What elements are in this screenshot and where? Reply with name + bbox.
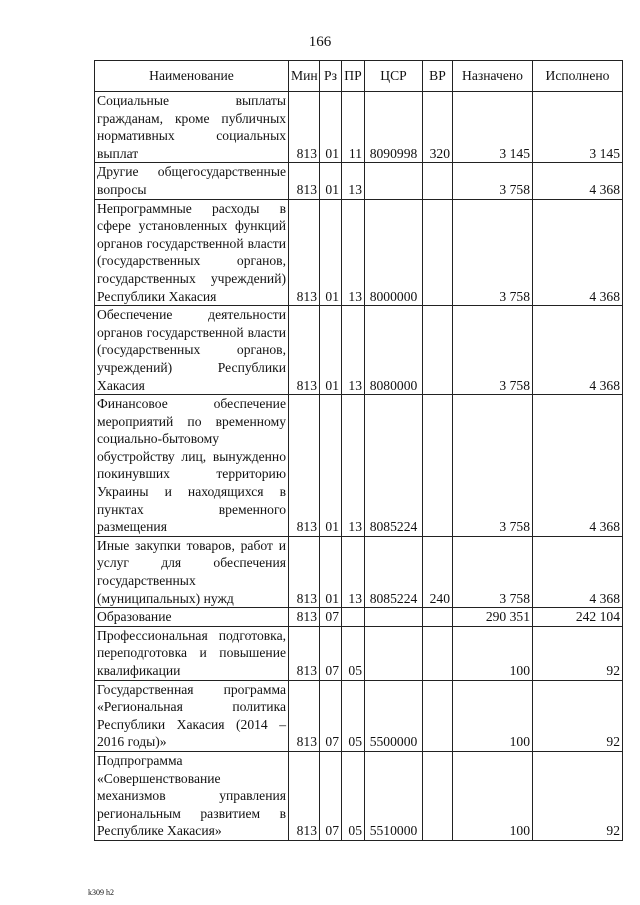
row-csr: 5500000 xyxy=(365,680,423,751)
header-rz: Рз xyxy=(320,61,342,92)
row-csr xyxy=(365,626,423,680)
header-csr: ЦСР xyxy=(365,61,423,92)
row-executed: 4 368 xyxy=(533,306,623,395)
row-min: 813 xyxy=(289,626,320,680)
row-vr xyxy=(423,751,453,840)
row-executed: 92 xyxy=(533,751,623,840)
row-assigned: 100 xyxy=(453,680,533,751)
row-assigned: 3 758 xyxy=(453,199,533,306)
row-vr xyxy=(423,163,453,199)
row-rz: 07 xyxy=(320,608,342,627)
row-csr xyxy=(365,163,423,199)
row-rz: 07 xyxy=(320,751,342,840)
row-name: Иные закупки товаров, работ и услуг для обеспечения государственных (муниципальных) нужд xyxy=(95,536,289,607)
row-pr: 05 xyxy=(342,751,365,840)
row-assigned: 100 xyxy=(453,751,533,840)
row-assigned: 3 758 xyxy=(453,395,533,537)
row-assigned: 290 351 xyxy=(453,608,533,627)
row-rz: 07 xyxy=(320,626,342,680)
row-min: 813 xyxy=(289,163,320,199)
row-rz: 01 xyxy=(320,306,342,395)
row-vr xyxy=(423,680,453,751)
header-vr: ВР xyxy=(423,61,453,92)
row-executed: 242 104 xyxy=(533,608,623,627)
table-row xyxy=(95,751,623,840)
table-row xyxy=(95,536,623,607)
header-executed: Исполнено xyxy=(533,61,623,92)
row-rz: 01 xyxy=(320,536,342,607)
row-name: Профессиональная подготовка, переподготовка и повышение квалификации xyxy=(95,626,289,680)
row-name: Подпрограмма «Совершенствование механизмов управления региональным развитием в Республике Хакасия» xyxy=(95,751,289,840)
row-assigned: 3 758 xyxy=(453,536,533,607)
row-name: Непрограммные расходы в сфере установленных функций органов государственной власти (государственных органов, государственных учреждений) Республики Хакасия xyxy=(95,199,289,306)
header-min: Мин xyxy=(289,61,320,92)
table-row xyxy=(95,626,623,680)
row-min: 813 xyxy=(289,395,320,537)
row-assigned: 3 758 xyxy=(453,163,533,199)
header-name: Наименование xyxy=(95,61,289,92)
row-vr: 240 xyxy=(423,536,453,607)
row-pr: 13 xyxy=(342,306,365,395)
row-rz: 01 xyxy=(320,199,342,306)
row-csr: 8085224 xyxy=(365,395,423,537)
row-executed: 4 368 xyxy=(533,395,623,537)
budget-table xyxy=(94,60,623,841)
table-row xyxy=(95,680,623,751)
row-executed: 4 368 xyxy=(533,199,623,306)
header-pr: ПР xyxy=(342,61,365,92)
table-row xyxy=(95,608,623,627)
row-pr: 13 xyxy=(342,199,365,306)
row-name: Другие общегосударственные вопросы xyxy=(95,163,289,199)
row-min: 813 xyxy=(289,199,320,306)
header-assigned: Назначено xyxy=(453,61,533,92)
row-pr: 13 xyxy=(342,536,365,607)
row-vr xyxy=(423,306,453,395)
row-assigned: 3 758 xyxy=(453,306,533,395)
row-min: 813 xyxy=(289,92,320,163)
row-pr: 11 xyxy=(342,92,365,163)
row-vr: 320 xyxy=(423,92,453,163)
table-row xyxy=(95,199,623,306)
row-csr: 8090998 xyxy=(365,92,423,163)
row-executed: 3 145 xyxy=(533,92,623,163)
row-csr: 8085224 xyxy=(365,536,423,607)
row-csr: 5510000 xyxy=(365,751,423,840)
row-name: Образование xyxy=(95,608,289,627)
row-min: 813 xyxy=(289,751,320,840)
row-vr xyxy=(423,608,453,627)
row-min: 813 xyxy=(289,306,320,395)
row-rz: 01 xyxy=(320,163,342,199)
row-rz: 01 xyxy=(320,395,342,537)
row-pr: 13 xyxy=(342,163,365,199)
row-min: 813 xyxy=(289,536,320,607)
row-rz: 01 xyxy=(320,92,342,163)
row-csr: 8000000 xyxy=(365,199,423,306)
row-vr xyxy=(423,199,453,306)
row-executed: 92 xyxy=(533,626,623,680)
row-pr: 13 xyxy=(342,395,365,537)
row-assigned: 100 xyxy=(453,626,533,680)
row-pr: 05 xyxy=(342,680,365,751)
row-executed: 4 368 xyxy=(533,163,623,199)
row-name: Государственная программа «Региональная политика Республики Хакасия (2014 – 2016 годы)» xyxy=(95,680,289,751)
row-min: 813 xyxy=(289,608,320,627)
row-name: Социальные выплаты гражданам, кроме публичных нормативных социальных выплат xyxy=(95,92,289,163)
table-row xyxy=(95,395,623,537)
row-csr xyxy=(365,608,423,627)
row-rz: 07 xyxy=(320,680,342,751)
row-vr xyxy=(423,395,453,537)
table-row xyxy=(95,92,623,163)
row-min: 813 xyxy=(289,680,320,751)
table-header-row xyxy=(95,61,623,92)
row-executed: 92 xyxy=(533,680,623,751)
row-pr xyxy=(342,608,365,627)
row-csr: 8080000 xyxy=(365,306,423,395)
row-vr xyxy=(423,626,453,680)
row-assigned: 3 145 xyxy=(453,92,533,163)
footer-code: k309 h2 xyxy=(88,888,114,897)
table-row xyxy=(95,163,623,199)
table-row xyxy=(95,306,623,395)
page-number: 166 xyxy=(308,34,332,50)
row-pr: 05 xyxy=(342,626,365,680)
row-name: Обеспечение деятельности органов государственной власти (государственных органов, учреждений) Республики Хакасия xyxy=(95,306,289,395)
row-executed: 4 368 xyxy=(533,536,623,607)
row-name: Финансовое обеспечение мероприятий по временному социально-бытовому обустройству лиц, вынужденно покинувших территорию Украины и находящихся в пунктах временного размещения xyxy=(95,395,289,537)
